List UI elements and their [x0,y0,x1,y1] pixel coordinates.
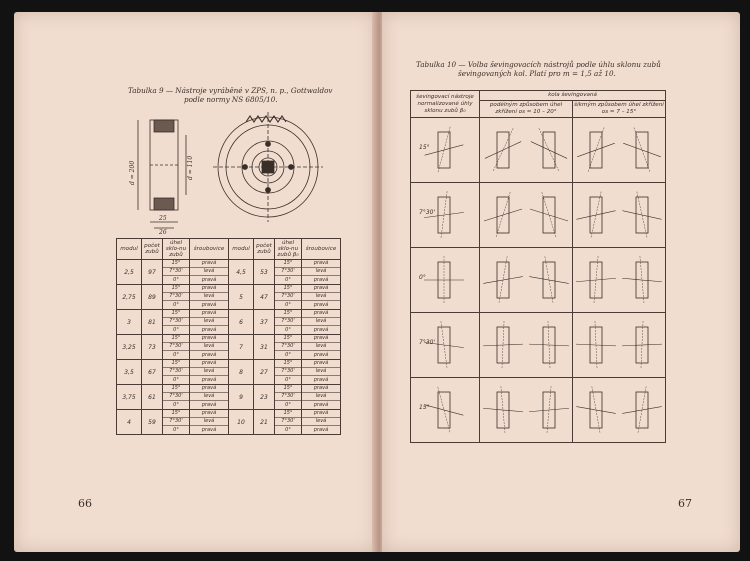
cell-value: 0° [285,376,291,383]
page-number: 66 [78,497,92,510]
table-cell: 97 [142,260,163,285]
table-cell [190,360,229,385]
dim-outer: d = 200 [129,160,136,185]
cell-value: 7°30' [275,293,301,301]
caption-line: ševingovaných kol. Platí pro m = 1,5 až 10. [458,69,616,78]
cell-value: pravá [190,285,228,293]
cell-value: pravá [313,301,329,308]
cell-value: 7°30' [275,393,301,401]
shaving-sketch-cell [480,118,573,183]
cell-value: 15° [163,360,189,368]
cell-value: pravá [190,260,228,268]
table-cell: 23 [254,385,275,410]
gear-sketch [481,249,525,311]
dim-inner: d = 110 [187,155,194,180]
table-cell: 8 [229,360,254,385]
tool-angle-cell [411,313,480,378]
gear-sketch [620,119,664,181]
cell-value: levá [190,318,228,326]
gear-sketch [481,119,525,181]
cell-value: pravá [190,310,228,318]
cell-value: levá [302,268,340,276]
cell-value: levá [302,293,340,301]
cell-value: pravá [313,326,329,333]
col-header: modul [117,239,142,260]
table-9-caption [128,86,332,104]
table-row [117,360,341,385]
cell-value: 15° [163,410,189,418]
cell-value: pravá [313,426,329,433]
cell-value: 15° [163,260,189,268]
table-cell: 73 [142,335,163,360]
cell-value: levá [302,343,340,351]
table-row [411,183,666,248]
cell-value: levá [190,418,228,426]
gear-sketch [481,184,525,246]
table-cell [190,385,229,410]
table-cell [190,260,229,285]
table-cell: 4 [117,410,142,435]
gear-sketch [527,379,571,441]
cell-value: levá [190,368,228,376]
table-cell: 10 [229,410,254,435]
header-tool-angles: ševingovací nástroje normalizované úhly sklonu zubů β₀ [411,91,480,118]
table-cell [302,285,341,310]
header-shaved-gears: kola ševingovaná [480,91,666,101]
table-cell: 3 [117,310,142,335]
col-header: počet zubů [254,239,275,260]
cell-value: 0° [285,401,291,408]
cell-value: 7°30' [163,418,189,426]
table-cell [275,385,302,410]
hatched-section [154,198,174,210]
gear-sketch [620,379,664,441]
angle-label: 15° [419,144,430,151]
table-cell [190,335,229,360]
cell-value: pravá [201,301,217,308]
col-header: počet zubů [142,239,163,260]
header-diagonal: šikmým způsobem úhel zkřížení os ≈ 7 – 15° [573,101,666,118]
table-cell: 3,5 [117,360,142,385]
cell-value: 7°30' [275,318,301,326]
cell-value: 0° [173,351,179,358]
cell-value: 7°30' [275,268,301,276]
cell-value: levá [190,268,228,276]
cell-value: 15° [275,310,301,318]
dim-width: 25 [159,215,167,222]
table-cell: 31 [254,335,275,360]
shaving-sketch-cell [573,248,666,313]
table-row [411,118,666,183]
table-10-caption [416,60,661,78]
cell-value: 15° [275,410,301,418]
col-header: šroubovice [190,239,229,260]
table-cell: 53 [254,260,275,285]
cell-value: 15° [275,260,301,268]
cell-value: 7°30' [163,343,189,351]
page-number: 67 [678,497,692,510]
cell-value: pravá [302,310,340,318]
cell-value: pravá [190,360,228,368]
table-cell: 6 [229,310,254,335]
gear-sketch [574,314,618,376]
table-row [411,313,666,378]
table-cell [163,360,190,385]
cell-value: 0° [285,326,291,333]
tool-angle-cell [411,378,480,443]
table-cell: 89 [142,285,163,310]
cell-value: levá [190,393,228,401]
cell-value: 7°30' [163,318,189,326]
cell-value: pravá [313,401,329,408]
shaving-sketch-cell [573,183,666,248]
cell-value: levá [190,293,228,301]
table-cell: 2,75 [117,285,142,310]
table-cell: 4,5 [229,260,254,285]
table-cell: 61 [142,385,163,410]
gear-sketch [620,184,664,246]
cell-value: 15° [163,335,189,343]
table-cell: 37 [254,310,275,335]
tool-angle-cell [411,248,480,313]
table-row [117,260,341,285]
col-header: úhel sklo-nu zubů [163,239,190,260]
table-cell [275,335,302,360]
table-cell [275,410,302,435]
table-cell: 9 [229,385,254,410]
cell-value: pravá [201,351,217,358]
cell-value: 0° [173,426,179,433]
table-row [117,285,341,310]
cell-value: levá [302,393,340,401]
caption-line: podle normy NS 6805/10. [184,95,278,104]
gear-sketch [481,379,525,441]
angle-label: 0° [419,274,426,281]
table-row [411,378,666,443]
cell-value: pravá [201,401,217,408]
cell-value: pravá [313,351,329,358]
cell-value: 15° [163,385,189,393]
cell-value: 7°30' [275,368,301,376]
col-header: úhel sklo-nu zubů β₀ [275,239,302,260]
cell-value: 7°30' [275,343,301,351]
cell-value: pravá [190,410,228,418]
cell-value: pravá [302,360,340,368]
table-cell [163,385,190,410]
col-header: modul [229,239,254,260]
cell-value: pravá [313,376,329,383]
cell-value: 0° [285,351,291,358]
gear-sketch [527,184,571,246]
cell-value: 7°30' [163,368,189,376]
cell-value: levá [302,318,340,326]
cell-value: 7°30' [163,268,189,276]
table-cell: 27 [254,360,275,385]
cell-value: 15° [275,385,301,393]
table-cell [163,310,190,335]
angle-label: 7°30' [419,209,436,216]
table-cell: 81 [142,310,163,335]
shaving-sketch-cell [480,248,573,313]
tool-drawing [128,110,338,235]
table-cell [275,285,302,310]
table-cell [163,285,190,310]
cell-value: 15° [275,360,301,368]
gear-sketch [620,249,664,311]
shaving-sketch-cell [480,183,573,248]
table-cell: 7 [229,335,254,360]
gear-sketch [620,314,664,376]
table-cell [302,410,341,435]
gear-sketch [527,249,571,311]
table-cell: 2,5 [117,260,142,285]
gear-sketch [574,119,618,181]
cell-value: pravá [190,385,228,393]
table-cell [302,310,341,335]
dim-width: 26 [159,229,167,235]
table-cell [275,260,302,285]
tool-angle-cell [411,118,480,183]
cell-value: 0° [173,276,179,283]
cell-value: pravá [201,276,217,283]
cell-value: pravá [302,285,340,293]
table-cell: 21 [254,410,275,435]
shaving-sketch-cell [573,313,666,378]
gear-sketch [481,314,525,376]
gear-sketch [574,184,618,246]
table-row [117,385,341,410]
table-cell [190,410,229,435]
table-cell [190,310,229,335]
table-cell: 5 [229,285,254,310]
table-cell [302,385,341,410]
table-cell [163,260,190,285]
col-header: šroubovice [302,239,341,260]
gear-sketch [574,379,618,441]
tool-angle-cell [411,183,480,248]
cell-value: pravá [302,335,340,343]
cell-value: pravá [302,410,340,418]
cell-value: levá [302,368,340,376]
header-longitudinal: podélným způsobem úhel zkřížení os ≈ 10 – 20° [480,101,573,118]
cell-value: levá [302,418,340,426]
cell-value: 0° [173,326,179,333]
table-row [411,248,666,313]
shaving-sketch-cell [573,118,666,183]
cell-value: 0° [173,301,179,308]
cell-value: 15° [163,310,189,318]
cell-value: pravá [201,376,217,383]
shaving-sketch-cell [480,313,573,378]
cell-value: 15° [275,285,301,293]
table-cell: 3,75 [117,385,142,410]
hatched-section [154,120,174,132]
cell-value: pravá [190,335,228,343]
table-9 [116,238,341,435]
caption-line: Tabulka 9 — Nástroje vyráběné v ZPS, n. p., Gottwaldov [128,86,333,95]
cell-value: levá [190,343,228,351]
shaving-sketch-cell [573,378,666,443]
cell-value: pravá [201,426,217,433]
cell-value: 7°30' [163,393,189,401]
table-cell: 59 [142,410,163,435]
table-cell [190,285,229,310]
cell-value: 0° [173,376,179,383]
gear-sketch [574,249,618,311]
table-row [117,335,341,360]
table-cell [275,360,302,385]
table-cell [302,360,341,385]
shaving-sketch-cell [480,378,573,443]
cell-value: 7°30' [163,293,189,301]
caption-line: Tabulka 10 — Volba ševingovacích nástrojů podle úhlu sklonu zubů [416,60,661,69]
side-section-outline [150,120,178,210]
table-cell [302,260,341,285]
gear-sketch [527,119,571,181]
table-cell [163,410,190,435]
cell-value: 0° [285,276,291,283]
table-cell: 67 [142,360,163,385]
cell-value: 15° [163,285,189,293]
table-10 [410,90,666,443]
cell-value: pravá [313,276,329,283]
table-cell: 3,25 [117,335,142,360]
cell-value: 15° [275,335,301,343]
table-row [117,310,341,335]
cell-value: 0° [285,426,291,433]
cell-value: 7°30' [275,418,301,426]
angle-label: 15° [419,404,430,411]
table-cell: 47 [254,285,275,310]
gear-sketch [527,314,571,376]
table-cell [163,335,190,360]
cell-value: 0° [285,301,291,308]
table-row [117,410,341,435]
cell-value: pravá [302,260,340,268]
table-cell [275,310,302,335]
table-cell [302,335,341,360]
angle-label: 7°30' [419,339,436,346]
cell-value: 0° [173,401,179,408]
cell-value: pravá [201,326,217,333]
cell-value: pravá [302,385,340,393]
